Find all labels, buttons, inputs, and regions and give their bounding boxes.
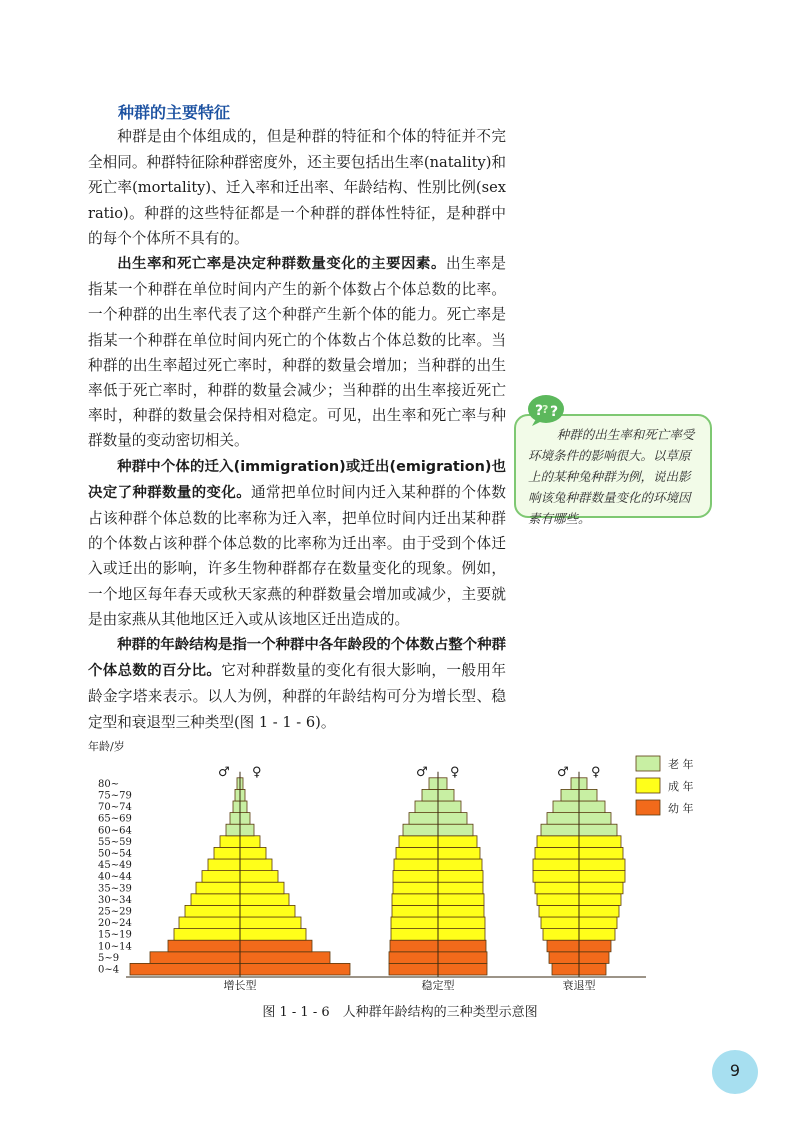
age-tick-label: 40~44 bbox=[98, 871, 132, 883]
age-tick-label: 60~64 bbox=[98, 825, 132, 837]
female-symbol: ♀ bbox=[450, 764, 460, 780]
age-tick-label: 50~54 bbox=[98, 848, 132, 860]
question-bubble-icon bbox=[526, 393, 566, 427]
svg-text:?: ? bbox=[542, 403, 549, 416]
paragraph bbox=[88, 454, 506, 632]
pyramid-type-label: 稳定型 bbox=[421, 979, 455, 990]
age-tick-label: 25~29 bbox=[98, 906, 132, 918]
paragraph-text: 通常把单位时间内迁入某种群的个体数占该种群个体总数的比率称为迁入率，把单位时间内迁出某种群的个体数占该种群个体总数的比率称为迁出率。由于受到个体迁入或迁出的影响，许多生物种群都存在数量变化的现象。例如，一个地区每年春天或秋天家燕的种群数量会增加或减少，主要就是由家燕从其他地区迁入或从该地区迁出造成的。 bbox=[88, 483, 506, 628]
page-number-badge bbox=[712, 1050, 758, 1094]
female-symbol: ♀ bbox=[252, 764, 262, 780]
age-tick-label: 55~59 bbox=[98, 836, 132, 848]
legend-swatch bbox=[636, 778, 660, 793]
age-pyramid-chart bbox=[86, 730, 726, 990]
age-tick-label: 30~34 bbox=[98, 894, 132, 906]
male-symbol: ♂ bbox=[218, 764, 230, 780]
paragraph-text: 种群是由个体组成的，但是种群的特征和个体的特征并不完全相同。种群特征除种群密度外，还主要包括出生率(natality)和死亡率(mortality)、迁入率和迁出率、年龄结构、性别比例(sex ratio)。种群的这些特征都是一个种群的群体性特征，是种群中的每个个体所不具有的。 bbox=[88, 128, 506, 247]
svg-text:?: ? bbox=[535, 403, 544, 419]
y-axis-label: 年龄/岁 bbox=[88, 740, 125, 753]
side-note-text: 种群的出生率和死亡率受环境条件的影响很大。以草原上的某种兔种群为例，说出影响该兔种群数量变化的环境因素有哪些。 bbox=[528, 427, 695, 526]
page-number: 9 bbox=[729, 1061, 741, 1080]
legend-swatch bbox=[636, 756, 660, 771]
male-symbol: ♂ bbox=[416, 764, 428, 780]
body-text bbox=[88, 124, 506, 735]
age-tick-label: 5~9 bbox=[98, 952, 120, 964]
pyramid-2 bbox=[389, 765, 487, 990]
paragraph-text: 它对种群数量的变化有很大影响，一般用年龄金字塔来表示。以人为例，种群的年龄结构可分为增长型、稳定型和衰退型三种类型(图 1 - 1 - 6)。 bbox=[88, 662, 506, 731]
paragraph bbox=[88, 124, 506, 251]
pyramid-type-label: 衰退型 bbox=[562, 979, 596, 990]
female-symbol: ♀ bbox=[591, 764, 601, 780]
paragraph bbox=[88, 251, 506, 454]
pyramid-1 bbox=[130, 765, 350, 990]
age-tick-label: 0~4 bbox=[98, 964, 120, 976]
paragraph-text: 出生率是指某一个种群在单位时间内产生的新个体数占个体总数的比率。一个种群的出生率代表了这个种群产生新个体的能力。死亡率是指某一个种群在单位时间内死亡的个体数占个体总数的比率。当种群的出生率超过死亡率时，种群的数量会增加；当种群的出生率低于死亡率时，种群的数量会减少；当种群的出生率接近死亡率时，种群的数量会保持相对稳定。可见，出生率和死亡率与种群数量的变动密切相关。 bbox=[88, 255, 506, 450]
pyramid-3 bbox=[533, 765, 625, 990]
section-heading: 种群的主要特征 bbox=[118, 103, 231, 122]
legend-label: 老 年 bbox=[668, 758, 694, 771]
paragraph-lead: 种群的年龄结构是指一个种群中各年龄段的个体数占整个种群个体总数的百分比。 bbox=[88, 637, 506, 680]
male-symbol: ♂ bbox=[557, 764, 569, 780]
legend-swatch bbox=[636, 800, 660, 815]
legend-label: 成 年 bbox=[668, 780, 694, 793]
age-tick-label: 35~39 bbox=[98, 883, 132, 895]
age-tick-label: 45~49 bbox=[98, 860, 132, 872]
age-tick-label: 75~79 bbox=[98, 790, 132, 802]
pyramid-type-label: 增长型 bbox=[223, 979, 257, 990]
paragraph bbox=[88, 632, 506, 735]
age-tick-label: 70~74 bbox=[98, 802, 132, 814]
legend-label: 幼 年 bbox=[668, 802, 694, 815]
age-tick-label: 15~19 bbox=[98, 929, 132, 941]
svg-text:?: ? bbox=[550, 404, 559, 420]
figure-caption: 图 1 - 1 - 6 人种群年龄结构的三种类型示意图 bbox=[262, 1005, 538, 1020]
age-tick-label: 10~14 bbox=[98, 941, 132, 953]
age-tick-label: 80~ bbox=[98, 778, 120, 790]
paragraph-lead: 出生率和死亡率是决定种群数量变化的主要因素。 bbox=[117, 256, 446, 273]
paragraph-lead: 种群中个体的迁入(immigration)或迁出(emigration)也决定了种群数量的变化。 bbox=[88, 458, 506, 501]
side-note-box bbox=[514, 414, 712, 526]
age-tick-label: 20~24 bbox=[98, 918, 132, 930]
age-tick-label: 65~69 bbox=[98, 813, 132, 825]
